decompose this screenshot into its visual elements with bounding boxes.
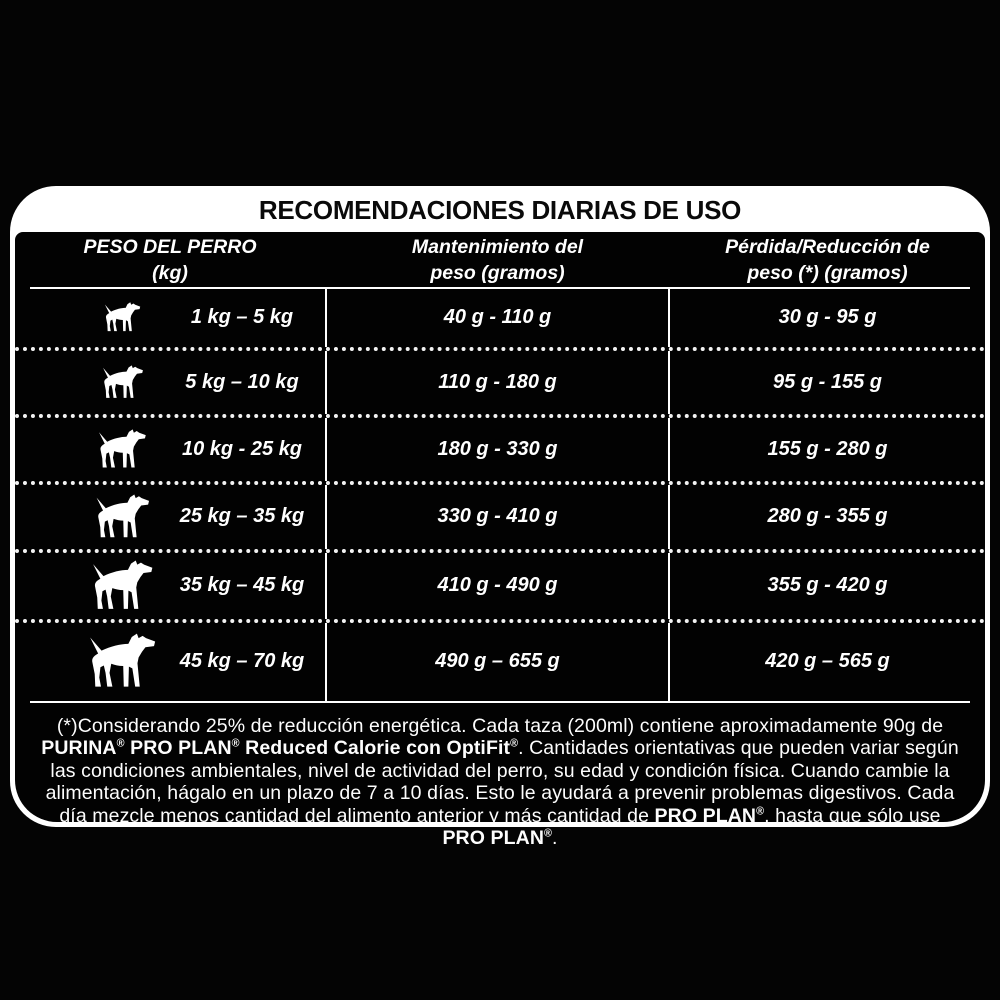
table-row [15,553,985,619]
weight-range-value: 25 kg – 35 kg [179,505,305,528]
dog-icon-box [73,633,173,690]
dog-icon-box [73,560,173,612]
weight-range-value: 5 kg – 10 kg [185,370,299,393]
weight-range-value: 45 kg – 70 kg [179,650,305,673]
weight-loss-amount-value: 155 g - 280 g [767,437,888,460]
footnote-brand-text: PRO PLAN® [442,827,553,850]
weight-loss-amount-value: 280 g - 355 g [767,505,888,528]
column-header-line: PESO DEL PERRO [83,236,257,258]
column-header-line: Pérdida/Reducción de [725,236,930,258]
maintenance-amount-value: 330 g - 410 g [437,505,558,528]
table-row [15,418,985,481]
footnote-body-text: . Cantidades orientativas que pueden variar según las condiciones ambientales, nivel de actividad del perro, su edad y condición física. Cuando cambie la alimentación, hágalo en un plazo de 7 a 10 días. Esto le ayudará a prevenir problemas digestivos. Cada día mezcle menos cantidad del alimento anterior y más cantidad de [45,737,959,827]
dog-silhouette-icon [90,560,157,612]
maintenance-amount-value: 180 g - 330 g [437,437,558,460]
column-header-dog-weight [15,234,325,287]
maintenance-amount-cell [325,289,670,347]
footnote-text [15,703,985,850]
dog-weight-cell [15,351,325,414]
dog-weight-cell [15,418,325,481]
footnote-body-text: . [552,827,558,850]
column-header-line: peso (*) (gramos) [747,262,908,285]
dog-weight-cell [15,485,325,549]
weight-loss-amount-cell [670,418,985,481]
table-header-row [15,232,985,287]
footnote-body-text: (*)Considerando 25% de reducción energética. Cada taza (200ml) contiene aproximadamente 90g de [56,714,944,737]
dog-icon-box [73,429,173,470]
weight-range-value: 10 kg - 25 kg [181,437,303,460]
weight-loss-amount-cell [670,485,985,549]
dog-silhouette-icon [94,494,153,540]
dog-weight-cell [15,553,325,619]
maintenance-amount-value: 110 g - 180 g [438,370,557,393]
maintenance-amount-cell [325,351,670,414]
weight-range-value: 35 kg – 45 kg [179,574,305,597]
table-row [15,623,985,701]
column-header-line: Mantenimiento del [411,236,584,258]
table-body [15,289,985,701]
column-header-line: (kg) [152,262,188,285]
footnote-brand-text: PURINA® PRO PLAN® Reduced Calorie con OptiFit® [41,737,519,760]
dog-weight-cell [15,289,325,347]
column-header-maintenance [325,234,670,287]
maintenance-amount-cell [325,553,670,619]
dog-silhouette-icon [87,633,160,690]
dog-icon-box [73,494,173,540]
weight-loss-amount-cell [670,623,985,701]
dog-silhouette-icon [103,302,143,333]
feeding-table [15,232,985,850]
dog-icon-box [73,302,173,333]
weight-loss-amount-value: 95 g - 155 g [773,370,882,393]
footnote-brand-text: PRO PLAN® [654,804,765,827]
page-title: RECOMENDACIONES DIARIAS DE USO [258,195,742,225]
column-header-line: peso (gramos) [430,262,565,285]
maintenance-amount-value: 410 g - 490 g [437,574,558,597]
weight-range-value: 1 kg – 5 kg [190,306,294,329]
dog-silhouette-icon [97,429,149,470]
dog-icon-box [73,365,173,400]
table-row [15,485,985,549]
dog-silhouette-icon [101,365,146,400]
weight-loss-amount-value: 30 g - 95 g [778,306,877,329]
weight-loss-amount-cell [670,289,985,347]
maintenance-amount-value: 40 g - 110 g [443,306,552,329]
column-header-weight-loss [670,234,985,287]
maintenance-amount-cell [325,485,670,549]
weight-loss-amount-value: 420 g – 565 g [765,650,890,673]
maintenance-amount-cell [325,418,670,481]
dog-weight-cell [15,623,325,701]
maintenance-amount-value: 490 g – 655 g [435,650,560,673]
table-row [15,351,985,414]
weight-loss-amount-cell [670,351,985,414]
maintenance-amount-cell [325,623,670,701]
weight-loss-amount-value: 355 g - 420 g [767,574,888,597]
table-row [15,289,985,347]
feeding-guide-card [10,186,990,850]
weight-loss-amount-cell [670,553,985,619]
footnote-body-text: , hasta que sólo use [764,804,941,827]
